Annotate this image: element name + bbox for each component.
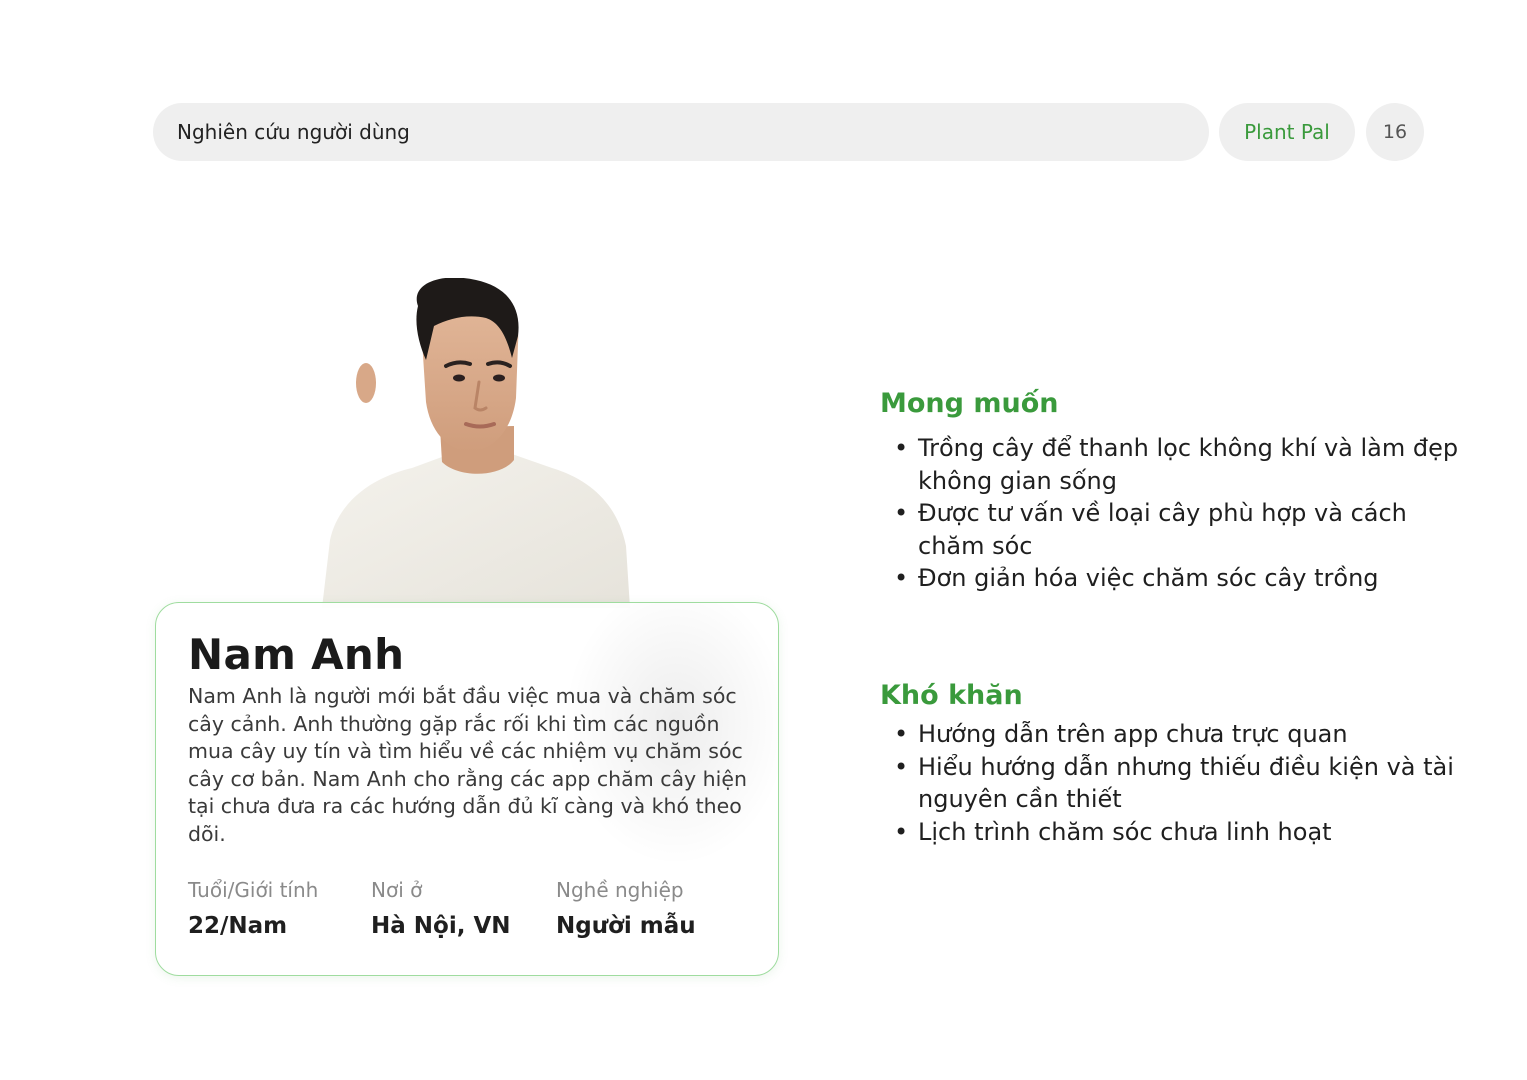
list-item-text: Đơn giản hóa việc chăm sóc cây trồng [918, 564, 1379, 592]
pain-points-list [880, 718, 1480, 848]
bullet-icon: • [894, 752, 909, 781]
goals-list [880, 432, 1480, 595]
persona-stats [188, 877, 756, 941]
bullet-icon: • [894, 817, 909, 846]
stat-label: Nơi ở [371, 878, 423, 902]
page-number-badge [1366, 103, 1424, 161]
bullet-icon: • [894, 434, 909, 462]
stat-age-gender [188, 877, 371, 941]
list-item-text: Hiểu hướng dẫn nhưng thiếu điều kiện và tài nguyên cần thiết [918, 752, 1454, 813]
brand-badge [1219, 103, 1355, 161]
header-section-title [153, 103, 1209, 161]
bullet-icon: • [894, 720, 909, 748]
list-item [880, 432, 1480, 497]
stat-value: Hà Nội, VN [371, 913, 511, 939]
pain-points-section [880, 678, 1480, 848]
list-item [880, 751, 1480, 816]
stat-location [371, 877, 556, 941]
persona-card [155, 602, 779, 976]
brand-name: Plant Pal [1244, 120, 1330, 144]
stat-occupation [556, 877, 756, 941]
list-item [880, 816, 1480, 849]
list-item-text: Trồng cây để thanh lọc không khí và làm đẹp không gian sống [918, 434, 1459, 495]
bullet-icon: • [894, 499, 909, 527]
stat-value: 22/Nam [188, 913, 288, 939]
section-title-text: Nghiên cứu người dùng [177, 120, 410, 144]
list-item [880, 497, 1480, 562]
persona-bio: Nam Anh là người mới bắt đầu việc mua và chăm sóc cây cảnh. Anh thường gặp rắc rối khi tìm các nguồn mua cây uy tín và tìm hiểu về các nhiệm vụ chăm sóc cây cơ bản. Nam Anh cho rằng các app chăm cây hiện tại chưa đưa ra các hướng dẫn đủ kĩ càng và khó theo dõi. [188, 684, 747, 846]
page-number: 16 [1382, 121, 1408, 143]
bullet-icon: • [894, 564, 909, 592]
stat-label: Nghề nghiệp [556, 878, 684, 902]
goals-heading: Mong muốn [880, 388, 1059, 419]
pain-points-heading: Khó khăn [880, 680, 1023, 711]
list-item-text: Lịch trình chăm sóc chưa linh hoạt [918, 817, 1332, 846]
goals-section [880, 386, 1480, 595]
persona-name: Nam Anh [188, 630, 405, 679]
list-item-text: Được tư vấn về loại cây phù hợp và cách chăm sóc [918, 499, 1407, 560]
stat-value: Người mẫu [556, 913, 696, 939]
stat-label: Tuổi/Giới tính [188, 878, 319, 902]
list-item [880, 718, 1480, 751]
persona-photo [300, 278, 660, 608]
list-item [880, 562, 1480, 595]
list-item-text: Hướng dẫn trên app chưa trực quan [918, 720, 1348, 748]
